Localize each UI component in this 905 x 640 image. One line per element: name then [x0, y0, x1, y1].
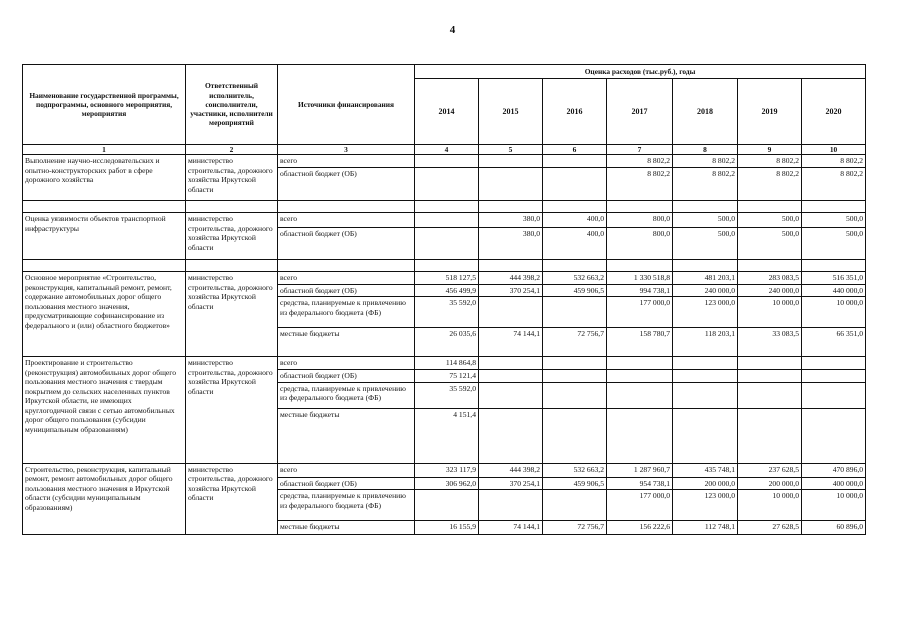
amount-cell	[479, 168, 543, 201]
column-number: 2	[186, 145, 278, 155]
column-number: 4	[415, 145, 479, 155]
spacer-cell	[543, 260, 607, 272]
amount-cell: 435 748,1	[673, 463, 738, 477]
funding-source: средства, планируемые к привлечению из федерального бюджета (ФБ)	[278, 297, 415, 328]
amount-cell: 800,0	[607, 213, 673, 228]
amount-cell	[415, 168, 479, 201]
amount-cell	[738, 408, 802, 463]
amount-cell	[673, 357, 738, 370]
amount-cell: 114 864,8	[415, 357, 479, 370]
amount-cell: 10 000,0	[802, 297, 866, 328]
amount-cell: 123 000,0	[673, 490, 738, 521]
amount-cell	[479, 155, 543, 168]
spacer-cell	[278, 201, 415, 213]
amount-cell: 518 127,5	[415, 272, 479, 284]
amount-cell: 994 738,1	[607, 284, 673, 296]
executor: министерство строительства, дорожного хозяйства Иркутской области	[186, 272, 278, 357]
header-executor: Ответственный исполнитель, соисполнители, участники, исполнители мероприятий	[186, 65, 278, 145]
amount-cell: 444 398,2	[479, 272, 543, 284]
amount-cell: 74 144,1	[479, 328, 543, 357]
funding-source: областной бюджет (ОБ)	[278, 168, 415, 201]
spacer-cell	[802, 260, 866, 272]
funding-source: местные бюджеты	[278, 328, 415, 357]
amount-cell: 456 499,9	[415, 284, 479, 296]
amount-cell	[802, 382, 866, 408]
amount-cell: 380,0	[479, 213, 543, 228]
header-sources: Источники финансирования	[278, 65, 415, 145]
amount-cell: 500,0	[738, 228, 802, 260]
amount-cell: 16 155,9	[415, 521, 479, 535]
amount-cell: 8 802,2	[673, 168, 738, 201]
amount-cell: 4 151,4	[415, 408, 479, 463]
executor: министерство строительства, дорожного хозяйства Иркутской области	[186, 357, 278, 463]
amount-cell	[543, 370, 607, 382]
amount-cell: 500,0	[673, 213, 738, 228]
amount-cell	[543, 168, 607, 201]
amount-cell: 27 628,5	[738, 521, 802, 535]
amount-cell	[415, 490, 479, 521]
amount-cell: 158 780,7	[607, 328, 673, 357]
amount-cell: 240 000,0	[738, 284, 802, 296]
amount-cell: 8 802,2	[802, 168, 866, 201]
budget-table	[22, 64, 866, 535]
amount-cell: 444 398,2	[479, 463, 543, 477]
amount-cell: 500,0	[673, 228, 738, 260]
spacer-cell	[479, 260, 543, 272]
amount-cell: 380,0	[479, 228, 543, 260]
spacer-cell	[186, 260, 278, 272]
amount-cell	[738, 382, 802, 408]
amount-cell: 459 906,5	[543, 284, 607, 296]
column-number: 10	[802, 145, 866, 155]
header-year: 2019	[738, 79, 802, 145]
amount-cell	[479, 490, 543, 521]
amount-cell: 532 663,2	[543, 463, 607, 477]
header-year: 2015	[479, 79, 543, 145]
amount-cell	[543, 357, 607, 370]
spacer-cell	[673, 260, 738, 272]
funding-source: областной бюджет (ОБ)	[278, 370, 415, 382]
spacer-cell	[278, 260, 415, 272]
amount-cell	[802, 370, 866, 382]
page-number: 4	[449, 24, 456, 36]
amount-cell: 26 035,6	[415, 328, 479, 357]
program-name: Проектирование и строительство (реконструкция) автомобильных дорог общего пользования местного значения с твердым покрытием до сельских населенных пунктов Иркутской области, не имеющих круглогодичной связи с сетью автомобильных дорог общего пользования (субсидии муниципальным образованиям)	[23, 357, 186, 463]
header-program: Наименование государственной программы, подпрограммы, основного мероприятия, мероприятия	[23, 65, 186, 145]
amount-cell: 1 330 518,8	[607, 272, 673, 284]
spacer-cell	[738, 201, 802, 213]
column-number: 8	[673, 145, 738, 155]
amount-cell: 200 000,0	[673, 477, 738, 489]
spacer-cell	[802, 201, 866, 213]
amount-cell: 470 896,0	[802, 463, 866, 477]
amount-cell	[543, 490, 607, 521]
amount-cell	[607, 357, 673, 370]
amount-cell: 240 000,0	[673, 284, 738, 296]
amount-cell: 75 121,4	[415, 370, 479, 382]
amount-cell: 10 000,0	[738, 297, 802, 328]
header-year: 2020	[802, 79, 866, 145]
amount-cell: 370 254,1	[479, 477, 543, 489]
amount-cell	[543, 382, 607, 408]
amount-cell: 8 802,2	[607, 168, 673, 201]
amount-cell: 440 000,0	[802, 284, 866, 296]
amount-cell	[543, 155, 607, 168]
amount-cell: 10 000,0	[738, 490, 802, 521]
funding-source: областной бюджет (ОБ)	[278, 228, 415, 260]
spacer-cell	[607, 201, 673, 213]
spacer-cell	[673, 201, 738, 213]
amount-cell: 400,0	[543, 213, 607, 228]
spacer-cell	[543, 201, 607, 213]
amount-cell: 516 351,0	[802, 272, 866, 284]
table-row	[23, 272, 866, 284]
amount-cell	[802, 357, 866, 370]
executor: министерство строительства, дорожного хозяйства Иркутской области	[186, 463, 278, 534]
spacer-cell	[479, 201, 543, 213]
amount-cell	[738, 357, 802, 370]
funding-source: областной бюджет (ОБ)	[278, 477, 415, 489]
funding-source: всего	[278, 272, 415, 284]
amount-cell	[607, 382, 673, 408]
funding-source: областной бюджет (ОБ)	[278, 284, 415, 296]
amount-cell	[479, 382, 543, 408]
amount-cell	[479, 357, 543, 370]
amount-cell	[607, 408, 673, 463]
amount-cell: 306 962,0	[415, 477, 479, 489]
amount-cell: 72 756,7	[543, 328, 607, 357]
amount-cell: 200 000,0	[738, 477, 802, 489]
amount-cell	[415, 213, 479, 228]
program-name: Строительство, реконструкция, капитальный ремонт, ремонт автомобильных дорог общего пользования местного значения в Иркутской области (субсидии муниципальным образованиям)	[23, 463, 186, 534]
amount-cell: 177 000,0	[607, 297, 673, 328]
amount-cell	[802, 408, 866, 463]
amount-cell: 35 592,0	[415, 297, 479, 328]
amount-cell: 156 222,6	[607, 521, 673, 535]
header-year: 2014	[415, 79, 479, 145]
spacer-row	[23, 260, 866, 272]
amount-cell: 8 802,2	[802, 155, 866, 168]
amount-cell: 8 802,2	[673, 155, 738, 168]
column-number: 1	[23, 145, 186, 155]
column-number: 6	[543, 145, 607, 155]
amount-cell: 800,0	[607, 228, 673, 260]
amount-cell: 500,0	[802, 228, 866, 260]
spacer-cell	[415, 260, 479, 272]
spacer-cell	[186, 201, 278, 213]
amount-cell: 8 802,2	[738, 155, 802, 168]
amount-cell: 400 000,0	[802, 477, 866, 489]
funding-source: всего	[278, 463, 415, 477]
amount-cell: 532 663,2	[543, 272, 607, 284]
table-row	[23, 155, 866, 168]
table-body	[23, 155, 866, 535]
amount-cell: 118 203,1	[673, 328, 738, 357]
funding-source: средства, планируемые к привлечению из федерального бюджета (ФБ)	[278, 490, 415, 521]
amount-cell: 8 802,2	[607, 155, 673, 168]
amount-cell: 500,0	[802, 213, 866, 228]
column-number: 5	[479, 145, 543, 155]
header-year: 2017	[607, 79, 673, 145]
amount-cell: 283 083,5	[738, 272, 802, 284]
amount-cell: 123 000,0	[673, 297, 738, 328]
program-name: Оценка уязвимости объектов транспортной инфраструктуры	[23, 213, 186, 260]
executor: министерство строительства, дорожного хозяйства Иркутской области	[186, 213, 278, 260]
amount-cell: 112 748,1	[673, 521, 738, 535]
funding-source: всего	[278, 357, 415, 370]
spacer-cell	[23, 260, 186, 272]
funding-source: всего	[278, 213, 415, 228]
program-name: Основное мероприятие «Строительство, реконструкция, капитальный ремонт, ремонт, содержание автомобильных дорог общего пользования местного значения, предусматривающие софинансирование из федерального и (или) областного бюджетов»	[23, 272, 186, 357]
amount-cell: 177 000,0	[607, 490, 673, 521]
amount-cell	[415, 155, 479, 168]
header-year: 2018	[673, 79, 738, 145]
amount-cell	[607, 370, 673, 382]
amount-cell: 33 083,5	[738, 328, 802, 357]
amount-cell: 459 906,5	[543, 477, 607, 489]
program-name: Выполнение научно-исследовательских и опытно-конструкторских работ в сфере дорожного хозяйства	[23, 155, 186, 201]
amount-cell: 72 756,7	[543, 521, 607, 535]
amount-cell	[543, 408, 607, 463]
amount-cell	[673, 382, 738, 408]
amount-cell	[479, 297, 543, 328]
column-number: 9	[738, 145, 802, 155]
spacer-cell	[738, 260, 802, 272]
amount-cell: 370 254,1	[479, 284, 543, 296]
column-number: 3	[278, 145, 415, 155]
table-row	[23, 213, 866, 228]
amount-cell: 10 000,0	[802, 490, 866, 521]
amount-cell	[738, 370, 802, 382]
funding-source: средства, планируемые к привлечению из федерального бюджета (ФБ)	[278, 382, 415, 408]
amount-cell	[479, 370, 543, 382]
amount-cell	[673, 408, 738, 463]
amount-cell: 481 203,1	[673, 272, 738, 284]
funding-source: всего	[278, 155, 415, 168]
amount-cell: 500,0	[738, 213, 802, 228]
spacer-row	[23, 201, 866, 213]
column-number: 7	[607, 145, 673, 155]
header-estimate: Оценка расходов (тыс.руб.), годы	[415, 65, 866, 79]
amount-cell: 1 287 960,7	[607, 463, 673, 477]
amount-cell: 74 144,1	[479, 521, 543, 535]
spacer-cell	[23, 201, 186, 213]
amount-cell: 35 592,0	[415, 382, 479, 408]
amount-cell: 323 117,9	[415, 463, 479, 477]
amount-cell: 400,0	[543, 228, 607, 260]
amount-cell	[479, 408, 543, 463]
amount-cell	[543, 297, 607, 328]
amount-cell: 954 738,1	[607, 477, 673, 489]
amount-cell: 60 896,0	[802, 521, 866, 535]
amount-cell: 8 802,2	[738, 168, 802, 201]
spacer-cell	[415, 201, 479, 213]
amount-cell	[415, 228, 479, 260]
amount-cell: 66 351,0	[802, 328, 866, 357]
amount-cell	[673, 370, 738, 382]
executor: министерство строительства, дорожного хозяйства Иркутской области	[186, 155, 278, 201]
header-year: 2016	[543, 79, 607, 145]
funding-source: местные бюджеты	[278, 408, 415, 463]
table-header	[23, 65, 866, 155]
table-row	[23, 357, 866, 370]
amount-cell: 237 628,5	[738, 463, 802, 477]
table-row	[23, 463, 866, 477]
funding-source: местные бюджеты	[278, 521, 415, 535]
spacer-cell	[607, 260, 673, 272]
